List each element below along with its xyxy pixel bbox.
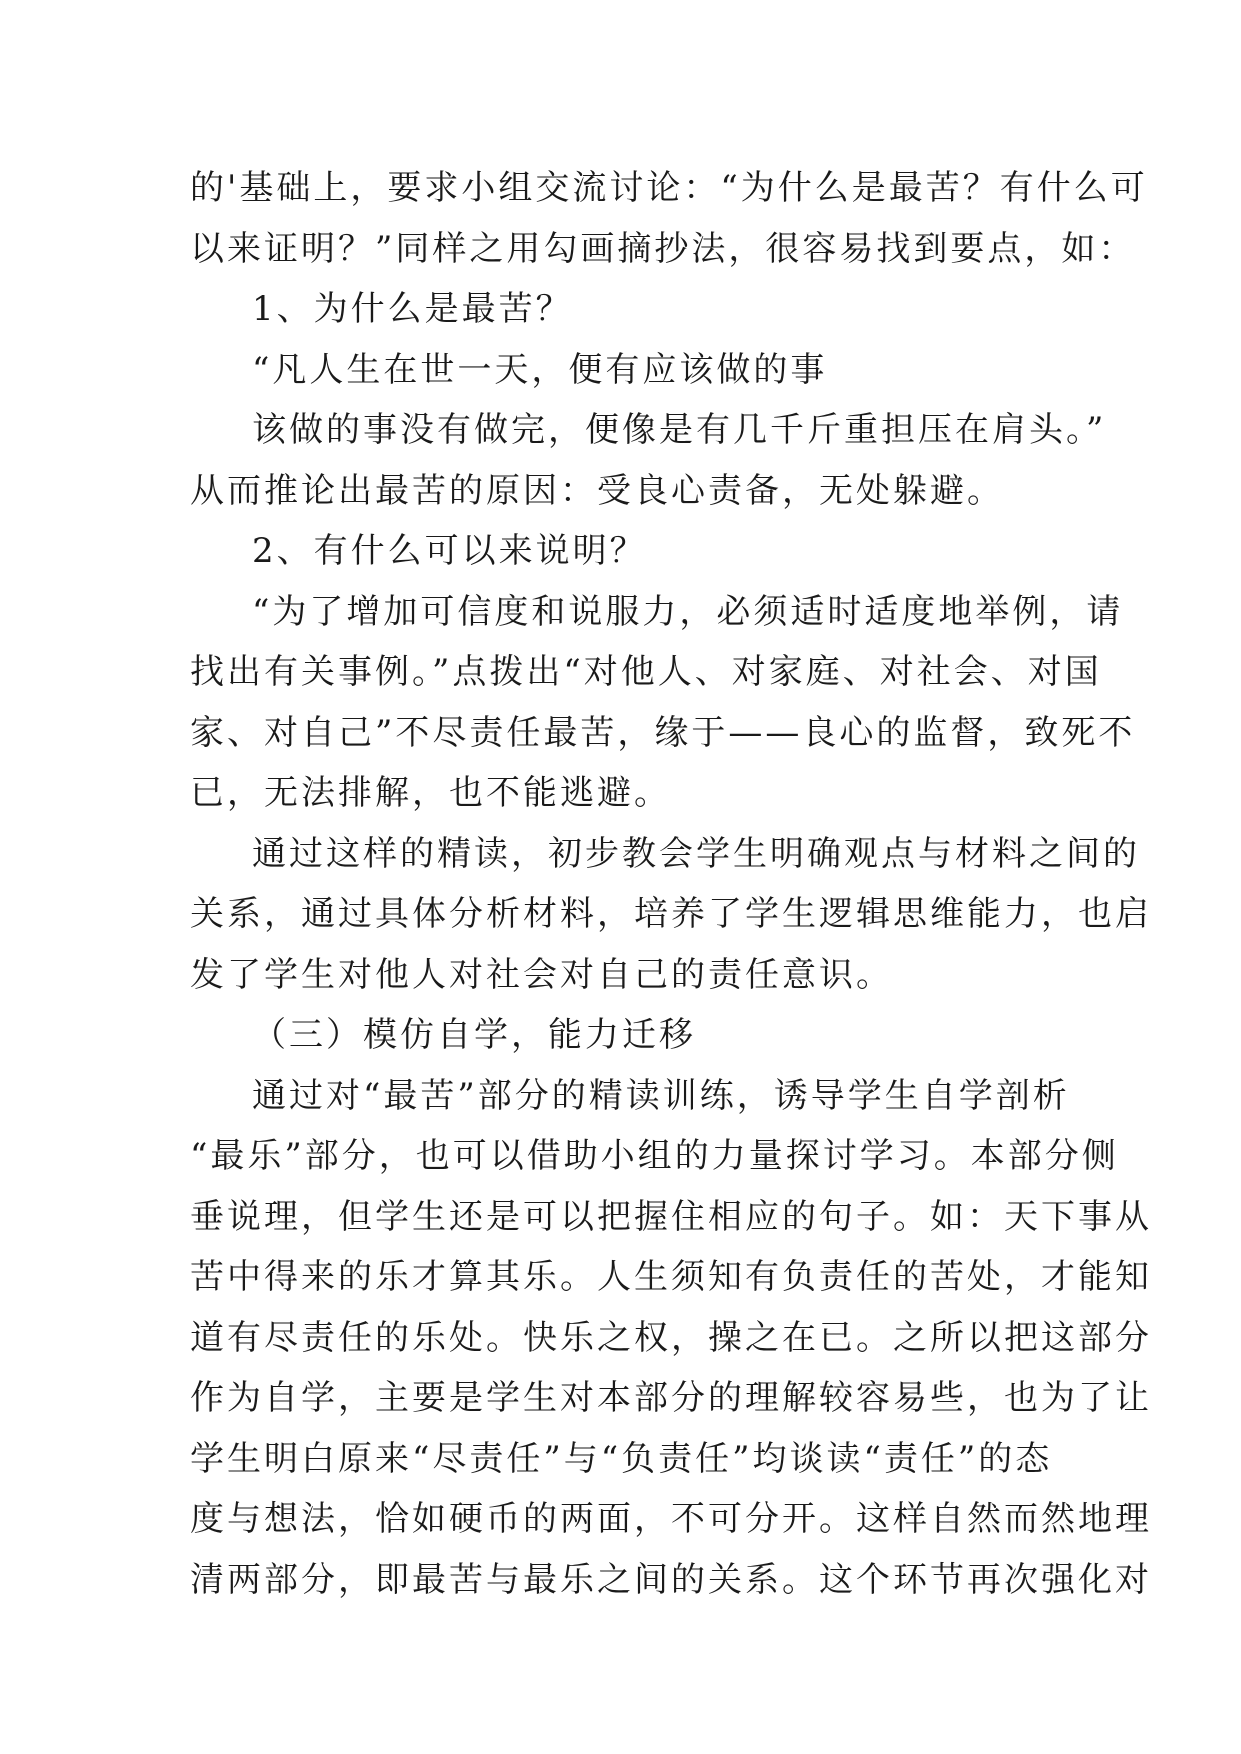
- text-line: 通过对“最苦”部分的精读训练，诱导学生自学剖析: [252, 1075, 1070, 1116]
- text-line: 1、为什么是最苦？: [252, 289, 573, 329]
- text-line: 道有尽责任的乐处。快乐之权，操之在已。之所以把这部分: [190, 1317, 1152, 1358]
- text-line: 垂说理，但学生还是可以把握住相应的句子。如：天下事从: [190, 1196, 1152, 1237]
- text-line: 家、对自己”不尽责任最苦，缘于——良心的监督，致死不: [190, 712, 1136, 753]
- text-line: “最乐”部分，也可以借助小组的力量探讨学习。本部分侧: [190, 1136, 1119, 1176]
- text-line: 从而推论出最苦的原因：受良心责备，无处躲避。: [190, 470, 1004, 511]
- text-line: 苦中得来的乐才算其乐。人生须知有负责任的苦处，才能知: [190, 1257, 1152, 1297]
- text-line: 度与想法，恰如硬币的两面，不可分开。这样自然而然地理: [190, 1499, 1152, 1539]
- text-line: （三）模仿自学，能力迁移: [252, 1015, 696, 1055]
- document-body: [190, 158, 1152, 1610]
- text-line: 发了学生对他人对社会对自己的责任意识。: [190, 954, 893, 995]
- text-line: 找出有关事例。”点拨出“对他人、对家庭、对社会、对国: [190, 652, 1102, 692]
- text-line: 已，无法排解，也不能逃避。: [190, 773, 671, 813]
- text-line: “凡人生在世一天，便有应该做的事: [252, 349, 828, 390]
- text-line: 以来证明？”同样之用勾画摘抄法，很容易找到要点，如：: [190, 228, 1136, 269]
- text-line: 学生明白原来“尽责任”与“负责任”均谈读“责任”的态: [190, 1438, 1053, 1479]
- text-line: 作为自学，主要是学生对本部分的理解较容易些，也为了让: [190, 1378, 1152, 1418]
- text-line: 2、有什么可以来说明？: [252, 531, 647, 571]
- text-line: 该做的事没有做完，便像是有几千斤重担压在肩头。”: [252, 410, 1107, 450]
- text-line: 关系，通过具体分析材料，培养了学生逻辑思维能力，也启: [190, 894, 1152, 934]
- text-line: “为了增加可信度和说服力，必须适时适度地举例，请: [252, 591, 1124, 632]
- text-line: 通过这样的精读，初步教会学生明确观点与材料之间的: [252, 833, 1140, 874]
- text-line: 的'基础上，要求小组交流讨论：“为什么是最苦？有什么可: [190, 168, 1148, 208]
- text-line: 清两部分，即最苦与最乐之间的关系。这个环节再次强化对: [190, 1559, 1152, 1600]
